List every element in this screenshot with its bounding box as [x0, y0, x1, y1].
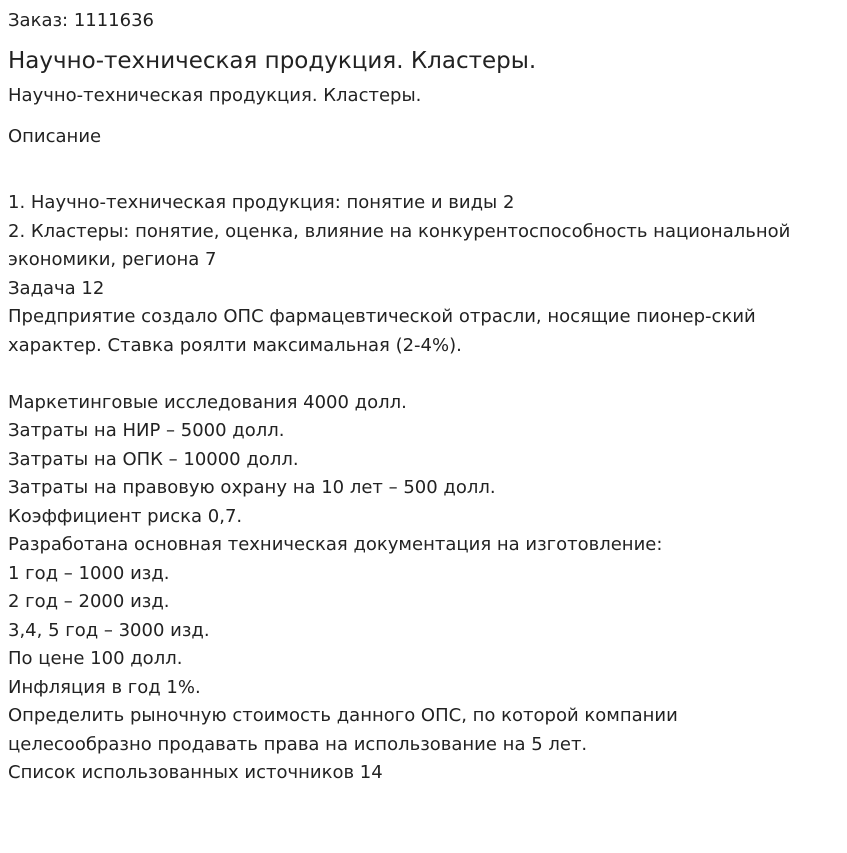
description-line: характер. Ставка роялти максимальная (2-4%).: [8, 334, 462, 356]
description-line: Разработана основная техническая документация на изготовление:: [8, 534, 663, 555]
description-line: 3,4, 5 год – 3000 изд.: [8, 619, 210, 641]
description-line: Определить рыночную стоимость данного ОПС, по которой компании: [8, 705, 678, 726]
description-line: Затраты на ОПК – 10000 долл.: [8, 448, 299, 470]
description-line: Задача 12: [8, 277, 105, 299]
description-line: 2. Кластеры: понятие, оценка, влияние на конкурентоспособность национальной: [8, 220, 791, 242]
description-line: целесообразно продавать права на использование на 5 лет.: [8, 733, 588, 755]
description-line: Коэффициент риска 0,7.: [8, 505, 243, 527]
description-line: 1. Научно-техническая продукция: понятие и виды 2: [8, 192, 515, 213]
page-title: Научно-техническая продукция. Кластеры.: [8, 48, 537, 74]
description-line: [8, 360, 839, 389]
description-heading: Описание: [8, 126, 102, 147]
order-number: Заказ: 1111636: [8, 10, 154, 31]
description-line: Предприятие создало ОПС фармацевтической отрасли, носящие пионер-ский: [8, 306, 756, 327]
description-line: Маркетинговые исследования 4000 долл.: [8, 391, 407, 413]
description-body: [8, 189, 839, 788]
page-subtitle: Научно-техническая продукция. Кластеры.: [8, 85, 422, 106]
description-line: экономики, региона 7: [8, 249, 217, 270]
description-line: 2 год – 2000 изд.: [8, 591, 170, 612]
description-line: Список использованных источников 14: [8, 762, 383, 783]
description-line: Инфляция в год 1%.: [8, 676, 201, 698]
description-line: Затраты на НИР – 5000 долл.: [8, 420, 285, 441]
description-line: 1 год – 1000 изд.: [8, 562, 170, 584]
description-line: Затраты на правовую охрану на 10 лет – 500 долл.: [8, 477, 496, 498]
description-line: По цене 100 долл.: [8, 648, 183, 669]
